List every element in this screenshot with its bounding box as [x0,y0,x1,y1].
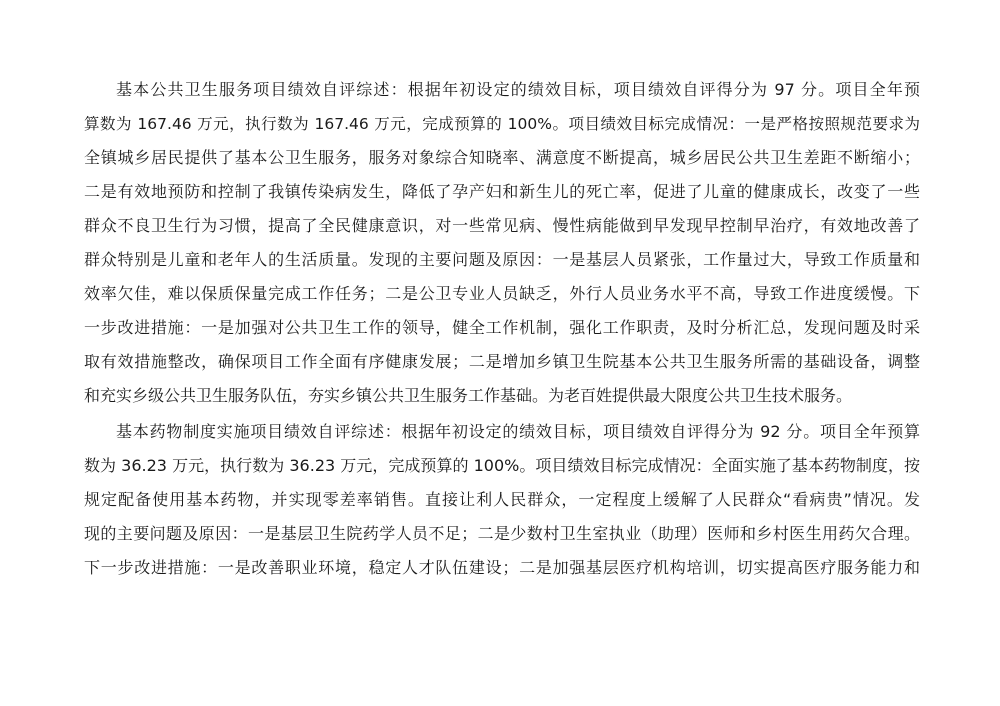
paragraph-line: 规定配备使用基本药物，并实现零差率销售。直接让利人民群众，一定程度上缓解了人民群众“看病贵”情况。发 [84,490,920,509]
paragraph-line: 基本公共卫生服务项目绩效自评综述：根据年初设定的绩效目标，项目绩效自评得分为 97 分。项目全年预 [116,80,920,99]
paragraph-line: 一步改进措施：一是加强对公共卫生工作的领导，健全工作机制，强化工作职责，及时分析汇总，发现问题及时采 [84,318,920,337]
paragraph-line: 全镇城乡居民提供了基本公卫生服务，服务对象综合知晓率、满意度不断提高，城乡居民公共卫生差距不断缩小； [84,148,920,167]
paragraph-line: 现的主要问题及原因：一是基层卫生院药学人员不足；二是少数村卫生室执业（助理）医师和乡村医生用药欠合理。 [84,524,920,543]
paragraph-line: 基本药物制度实施项目绩效自评综述：根据年初设定的绩效目标，项目绩效自评得分为 92 分。项目全年预算 [116,422,920,441]
paragraph-line: 取有效措施整改，确保项目工作全面有序健康发展；二是增加乡镇卫生院基本公共卫生服务所需的基础设备，调整 [84,352,920,371]
paragraph-line: 下一步改进措施：一是改善职业环境，稳定人才队伍建设；二是加强基层医疗机构培训，切实提高医疗服务能力和 [84,558,920,577]
paragraph-line: 和充实乡级公共卫生服务队伍，夯实乡镇公共卫生服务工作基础。为老百姓提供最大限度公共卫生技术服务。 [84,386,853,405]
paragraph-line: 效率欠佳，难以保质保量完成工作任务；二是公卫专业人员缺乏，外行人员业务水平不高，导致工作进度缓慢。下 [84,284,920,303]
paragraph-line: 算数为 167.46 万元，执行数为 167.46 万元，完成预算的 100%。项目绩效目标完成情况：一是严格按照规范要求为 [84,115,920,133]
paragraph-line: 群众特别是儿童和老年人的生活质量。发现的主要问题及原因：一是基层人员紧张，工作量过大，导致工作质量和 [84,250,920,269]
paragraph-line: 群众不良卫生行为习惯，提高了全民健康意识，对一些常见病、慢性病能做到早发现早控制早治疗，有效地改善了 [84,216,920,235]
paragraph-line: 二是有效地预防和控制了我镇传染病发生，降低了孕产妇和新生儿的死亡率，促进了儿童的健康成长，改变了一些 [84,182,920,201]
paragraph-line: 数为 36.23 万元，执行数为 36.23 万元，完成预算的 100%。项目绩效目标完成情况：全面实施了基本药物制度，按 [84,456,920,475]
